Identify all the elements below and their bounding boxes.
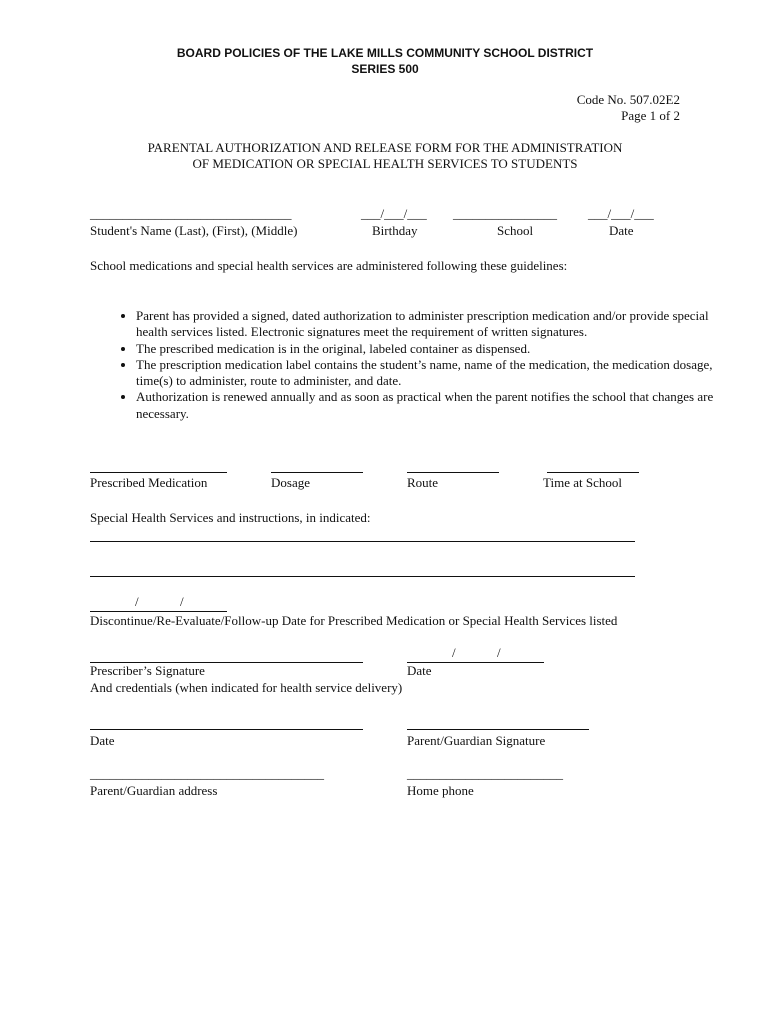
parent-date-label: Date: [90, 733, 115, 748]
prescriber-signature-label: Prescriber’s Signature: [90, 663, 205, 678]
date-separator: /: [497, 645, 501, 660]
school-label: School: [497, 223, 534, 238]
guideline-item: • The prescription medication label contains the student’s name, name of the medication, the medication dosage, time(s) to administer, route to administer, and date.: [136, 357, 716, 390]
school-field[interactable]: ________________: [453, 206, 557, 221]
credentials-label: And credentials (when indicated for health service delivery): [90, 680, 403, 695]
prescribed-medication-label: Prescribed Medication: [90, 475, 208, 490]
special-services-line-1[interactable]: [90, 541, 635, 542]
date-field[interactable]: ___/___/___: [588, 206, 654, 221]
series-label: SERIES 500: [351, 62, 419, 76]
dosage-label: Dosage: [271, 475, 310, 490]
route-label: Route: [407, 475, 439, 490]
date-label: Date: [609, 223, 634, 238]
guideline-item: • Parent has provided a signed, dated authorization to administer prescription medication and/or provide special health services listed. Electronic signatures meet the requirement of written signatures.: [136, 308, 716, 341]
guideline-item: • Authorization is renewed annually and as soon as practical when the parent notifies the school that changes are necessary.: [136, 389, 716, 422]
prescriber-date-label: Date: [407, 663, 432, 678]
route-field[interactable]: [407, 472, 499, 473]
discontinue-label: Discontinue/Re-Evaluate/Follow-up Date for Prescribed Medication or Special Health Services listed: [90, 613, 618, 628]
parent-address-field[interactable]: ____________________________________: [90, 766, 324, 781]
home-phone-field[interactable]: ________________________: [407, 766, 563, 781]
birthday-label: Birthday: [372, 223, 418, 238]
guidelines-list: [92, 308, 716, 422]
code-number: Code No. 507.02E2: [576, 92, 680, 107]
discontinue-date-field[interactable]: [90, 611, 227, 612]
district-title: BOARD POLICIES OF THE LAKE MILLS COMMUNITY SCHOOL DISTRICT: [176, 46, 594, 60]
date-separator: /: [135, 594, 139, 609]
page-number: Page 1 of 2: [621, 108, 680, 123]
student-name-field[interactable]: _______________________________: [90, 206, 292, 221]
guidelines-intro: School medications and special health services are administered following these guidelines:: [90, 258, 568, 273]
parent-date-field[interactable]: [90, 729, 363, 730]
dosage-field[interactable]: [271, 472, 363, 473]
birthday-field[interactable]: ___/___/___: [361, 206, 427, 221]
parent-address-label: Parent/Guardian address: [90, 783, 218, 798]
form-title-line2: OF MEDICATION OR SPECIAL HEALTH SERVICES TO STUDENTS: [192, 156, 578, 171]
special-services-label: Special Health Services and instructions, in indicated:: [90, 510, 371, 525]
time-at-school-field[interactable]: [547, 472, 639, 473]
parent-signature-label: Parent/Guardian Signature: [407, 733, 546, 748]
student-name-label: Student's Name (Last), (First), (Middle): [90, 223, 298, 238]
form-title-line1: PARENTAL AUTHORIZATION AND RELEASE FORM FOR THE ADMINISTRATION: [147, 140, 623, 155]
time-at-school-label: Time at School: [543, 475, 622, 490]
special-services-line-2[interactable]: [90, 576, 635, 577]
guideline-item: • The prescribed medication is in the original, labeled container as dispensed.: [136, 341, 716, 357]
date-separator: /: [452, 645, 456, 660]
home-phone-label: Home phone: [407, 783, 474, 798]
parent-signature-field[interactable]: [407, 729, 589, 730]
date-separator: /: [180, 594, 184, 609]
prescribed-medication-field[interactable]: [90, 472, 227, 473]
